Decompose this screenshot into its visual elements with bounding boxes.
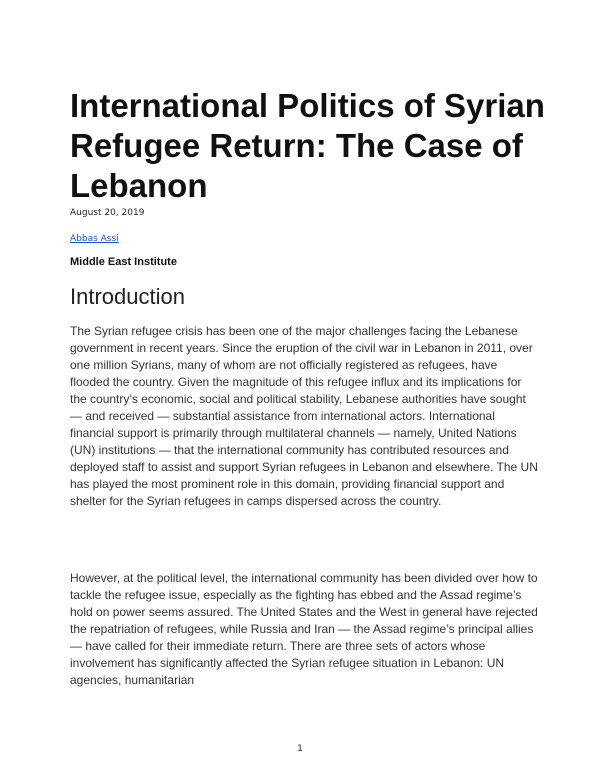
body-paragraph: However, at the political level, the international community has been divided over how to tackle the refugee issue, especially as the fighting has ebbed and the Assad regime’s hold on power seems assured. The United States and the West in general have rejected the repatriation of refugees, while Russia and Iran — the Assad regime’s principal allies — have called for their immediate return. There are three sets of actors whose involvement has significantly affected the Syrian refugee situation in Lebanon: UN agencies, humanitarian (70, 571, 538, 687)
page-number: 1 (297, 744, 303, 754)
section-heading-introduction: Introduction (70, 284, 185, 309)
publication-date: August 20, 2019 (70, 208, 145, 218)
author-link[interactable]: Abbas Assi (70, 234, 119, 244)
institute-name: Middle East Institute (70, 256, 177, 268)
body-paragraph: The Syrian refugee crisis has been one of the major challenges facing the Lebanese government in recent years. Since the eruption of the civil war in Lebanon in 2011, over one million Syrians, many of whom are not officially registered as refugees, have flooded the country. Given the magnitude of this refugee influx and its implications for the country’s economic, social and political stability, Lebanese authorities have sought — and received — substantial assistance from international actors. International financial support is primarily through multilateral channels — namely, United Nations (UN) institutions — that the international community has contributed resources and deployed staff to assist and support Syrian refugees in Lebanon and elsewhere. The UN has played the most prominent role in this domain, providing financial support and shelter for the Syrian refugees in camps dispersed across the country. (70, 324, 538, 508)
article-title: International Politics of Syrian Refugee Return: The Case of Lebanon (70, 87, 545, 204)
